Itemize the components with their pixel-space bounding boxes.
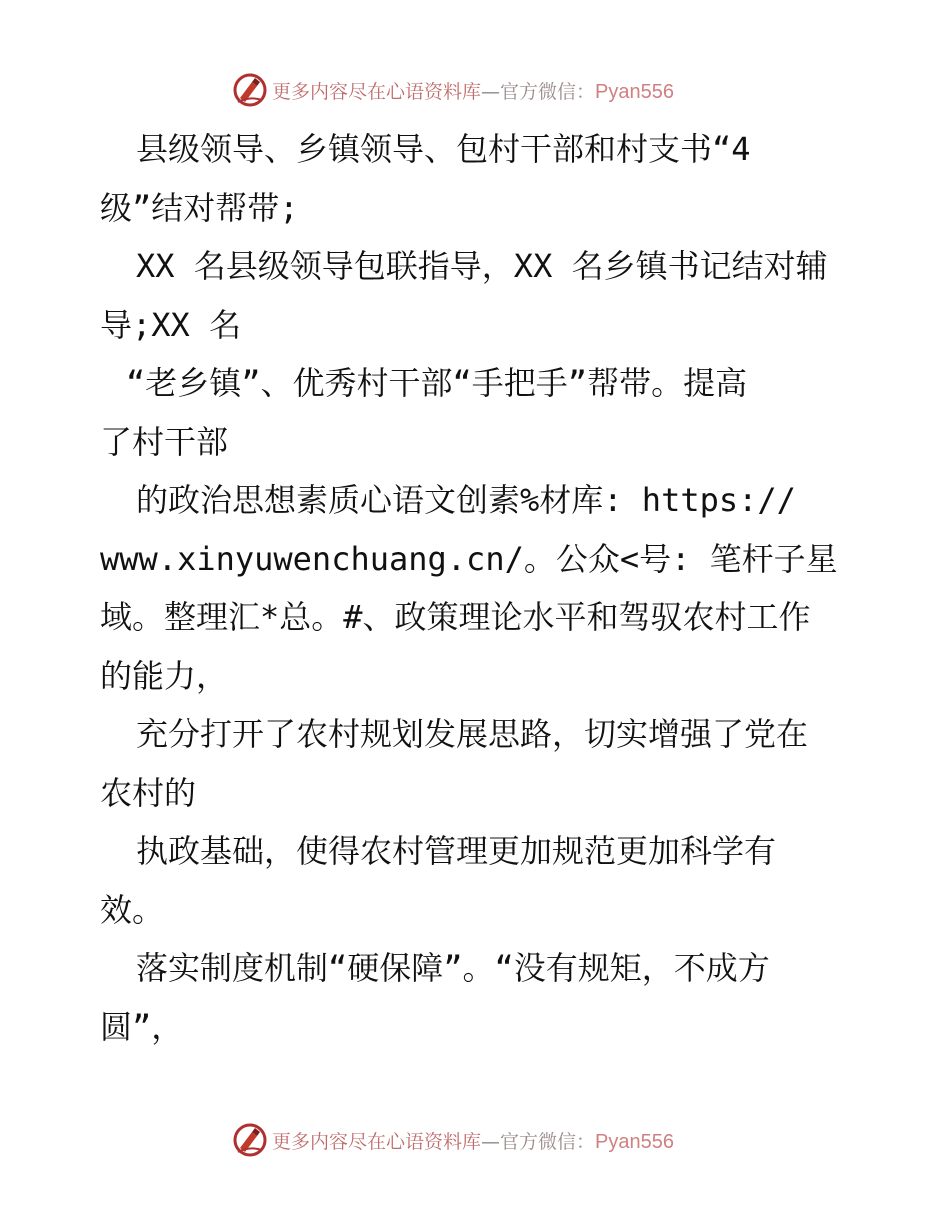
text-line: www.xinyuwenchuang.cn/。公众<号: 笔杆子星 [100,539,838,578]
header-banner-text [272,77,674,104]
text-line: “老乡镇”、优秀村干部“手把手”帮带。提高 [126,364,748,402]
text-line: 了村干部 [100,422,229,461]
footer-banner-text [272,1127,674,1154]
footer-banner[interactable] [232,1120,674,1160]
footer-wechat-label: 官方微信： [500,1130,596,1153]
header-banner[interactable] [232,70,674,110]
text-line: 导;XX 名 [100,305,242,344]
footer-dash: — [481,1130,501,1153]
text-line: 农村的 [100,773,197,812]
text-line: 级”结对帮带; [100,188,299,227]
text-line: 的能力， [100,656,229,695]
text-line: 落实制度机制“硬保障”。“没有规矩，不成方 [136,949,770,987]
header-wechat-label: 官方微信： [500,80,596,103]
text-line: 圆”， [100,1007,184,1046]
footer-site-text: 更多内容尽在心语资料库 [272,1130,482,1153]
header-dash: — [481,80,501,103]
pen-logo-icon [232,1122,268,1158]
pen-logo-icon [232,72,268,108]
header-wechat-id: Pyan556 [595,80,674,103]
text-line: 效。 [100,890,165,929]
text-line: 县级领导、乡镇领导、包村干部和村支书“4 [136,130,751,168]
text-line: 执政基础，使得农村管理更加规范更加科学有 [136,832,777,870]
text-line: 的政治思想素质心语文创素%材库: https:// [136,481,796,519]
text-line: XX 名县级领导包联指导，XX 名乡镇书记结对辅 [136,247,828,285]
text-line: 充分打开了农村规划发展思路，切实增强了党在 [136,715,809,753]
header-site-text: 更多内容尽在心语资料库 [272,80,482,103]
document-body [100,120,860,1056]
footer-wechat-id: Pyan556 [595,1130,674,1153]
text-line: 域。整理汇*总。#、政策理论水平和驾驭农村工作 [100,598,811,636]
